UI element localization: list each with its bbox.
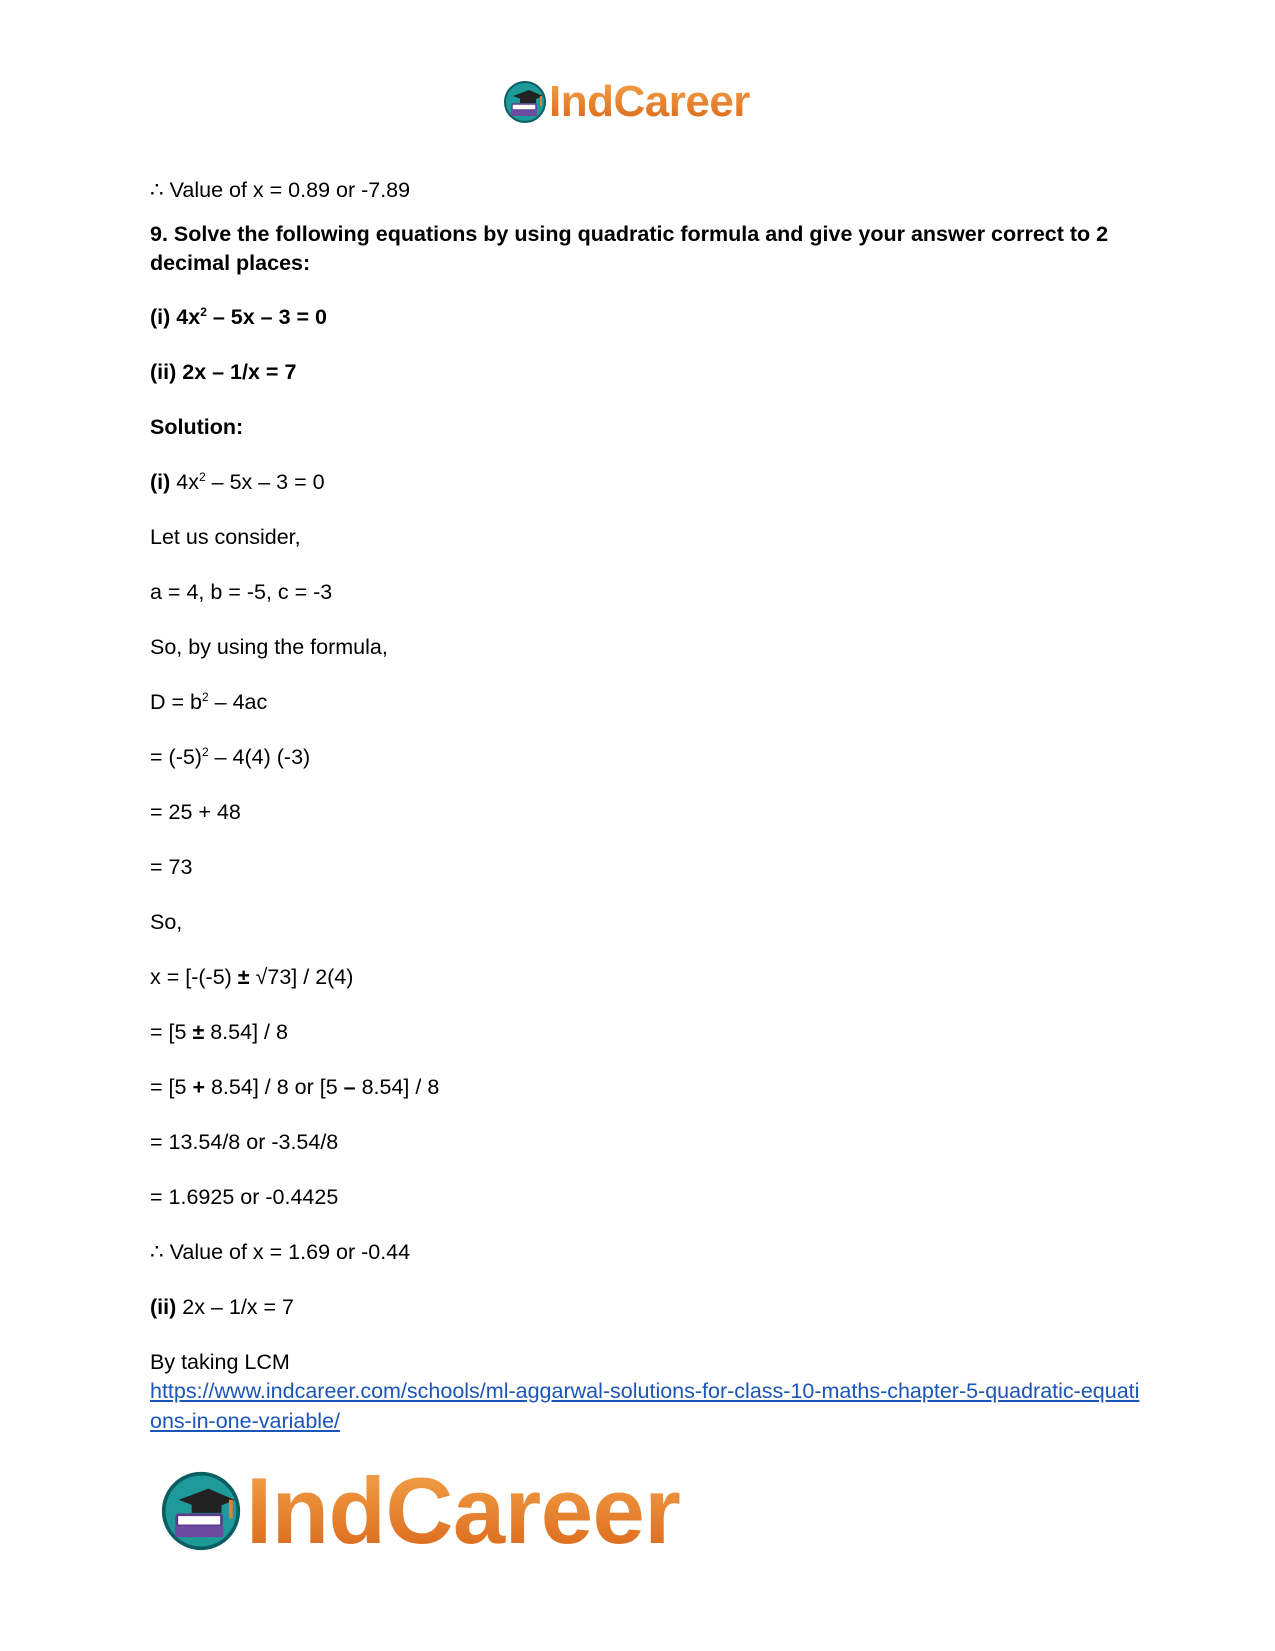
text: 8.54] / 8 [204,1020,288,1044]
footer-logo [160,1458,681,1563]
plus-minus: ± [237,965,250,989]
label: (ii) [150,1295,177,1319]
text: – 4ac [208,690,268,714]
step-eval-1 [150,742,310,772]
text: = (-5) [150,745,202,769]
step-x-3 [150,1072,439,1102]
graduation-book-logo-icon [503,80,547,124]
superscript: 2 [198,470,206,484]
text: D = b [150,690,202,714]
step-so: So, [150,910,183,934]
superscript: 2 [202,690,209,704]
superscript: 2 [200,305,207,319]
source-link[interactable]: https://www.indcareer.com/schools/ml-aggarwal-solutions-for-class-10-maths-chapter-5-quadratic-equations-in-one-variable/ [150,1379,1140,1433]
text: √73] / 2(4) [249,965,354,989]
text: x = [-(-5) [150,965,238,989]
step-discriminant [150,687,267,717]
step-x-5: = 1.6925 or -0.4425 [150,1185,339,1209]
step-eval-3: = 73 [150,855,193,879]
result-line-1: ∴ Value of x = 0.89 or -7.89 [150,178,411,202]
brand-name: IndCareer [246,1458,681,1563]
step-x-1 [150,962,353,992]
question-part-ii: (ii) 2x – 1/x = 7 [150,360,297,384]
text: 2x – 1/x = 7 [176,1295,295,1319]
step-x-4: = 13.54/8 or -3.54/8 [150,1130,339,1154]
step-formula: So, by using the formula, [150,635,388,659]
text: 8.54] / 8 or [5 [205,1075,344,1099]
step-eval-2: = 25 + 48 [150,800,241,824]
text: 8.54] / 8 [355,1075,440,1099]
step-consider: Let us consider, [150,525,301,549]
text: 4x [170,470,199,494]
plus: + [192,1075,205,1099]
plus-minus: ± [192,1020,205,1044]
text: (i) 4x [150,305,201,329]
text: = [5 [150,1075,193,1099]
question-9: 9. Solve the following equations by using quadratic formula and give your answer correct to 2 decimal places: [150,222,1109,275]
label: (i) [150,470,171,494]
text: = [5 [150,1020,193,1044]
header-logo [503,77,750,126]
solution-heading: Solution: [150,415,244,439]
solution-part-i [150,467,325,497]
step-lcm: By taking LCM [150,1350,290,1374]
text: – 4(4) (-3) [208,745,311,769]
graduation-book-logo-icon [160,1470,242,1552]
minus: – [343,1075,356,1099]
question-part-i [150,302,327,332]
step-x-2 [150,1017,288,1047]
brand-name: IndCareer [549,77,750,126]
text: – 5x – 3 = 0 [205,470,325,494]
result-line-2: ∴ Value of x = 1.69 or -0.44 [150,1240,411,1264]
step-coefficients: a = 4, b = -5, c = -3 [150,580,333,604]
solution-part-ii [150,1292,294,1322]
text: – 5x – 3 = 0 [206,305,328,329]
superscript: 2 [201,745,209,759]
